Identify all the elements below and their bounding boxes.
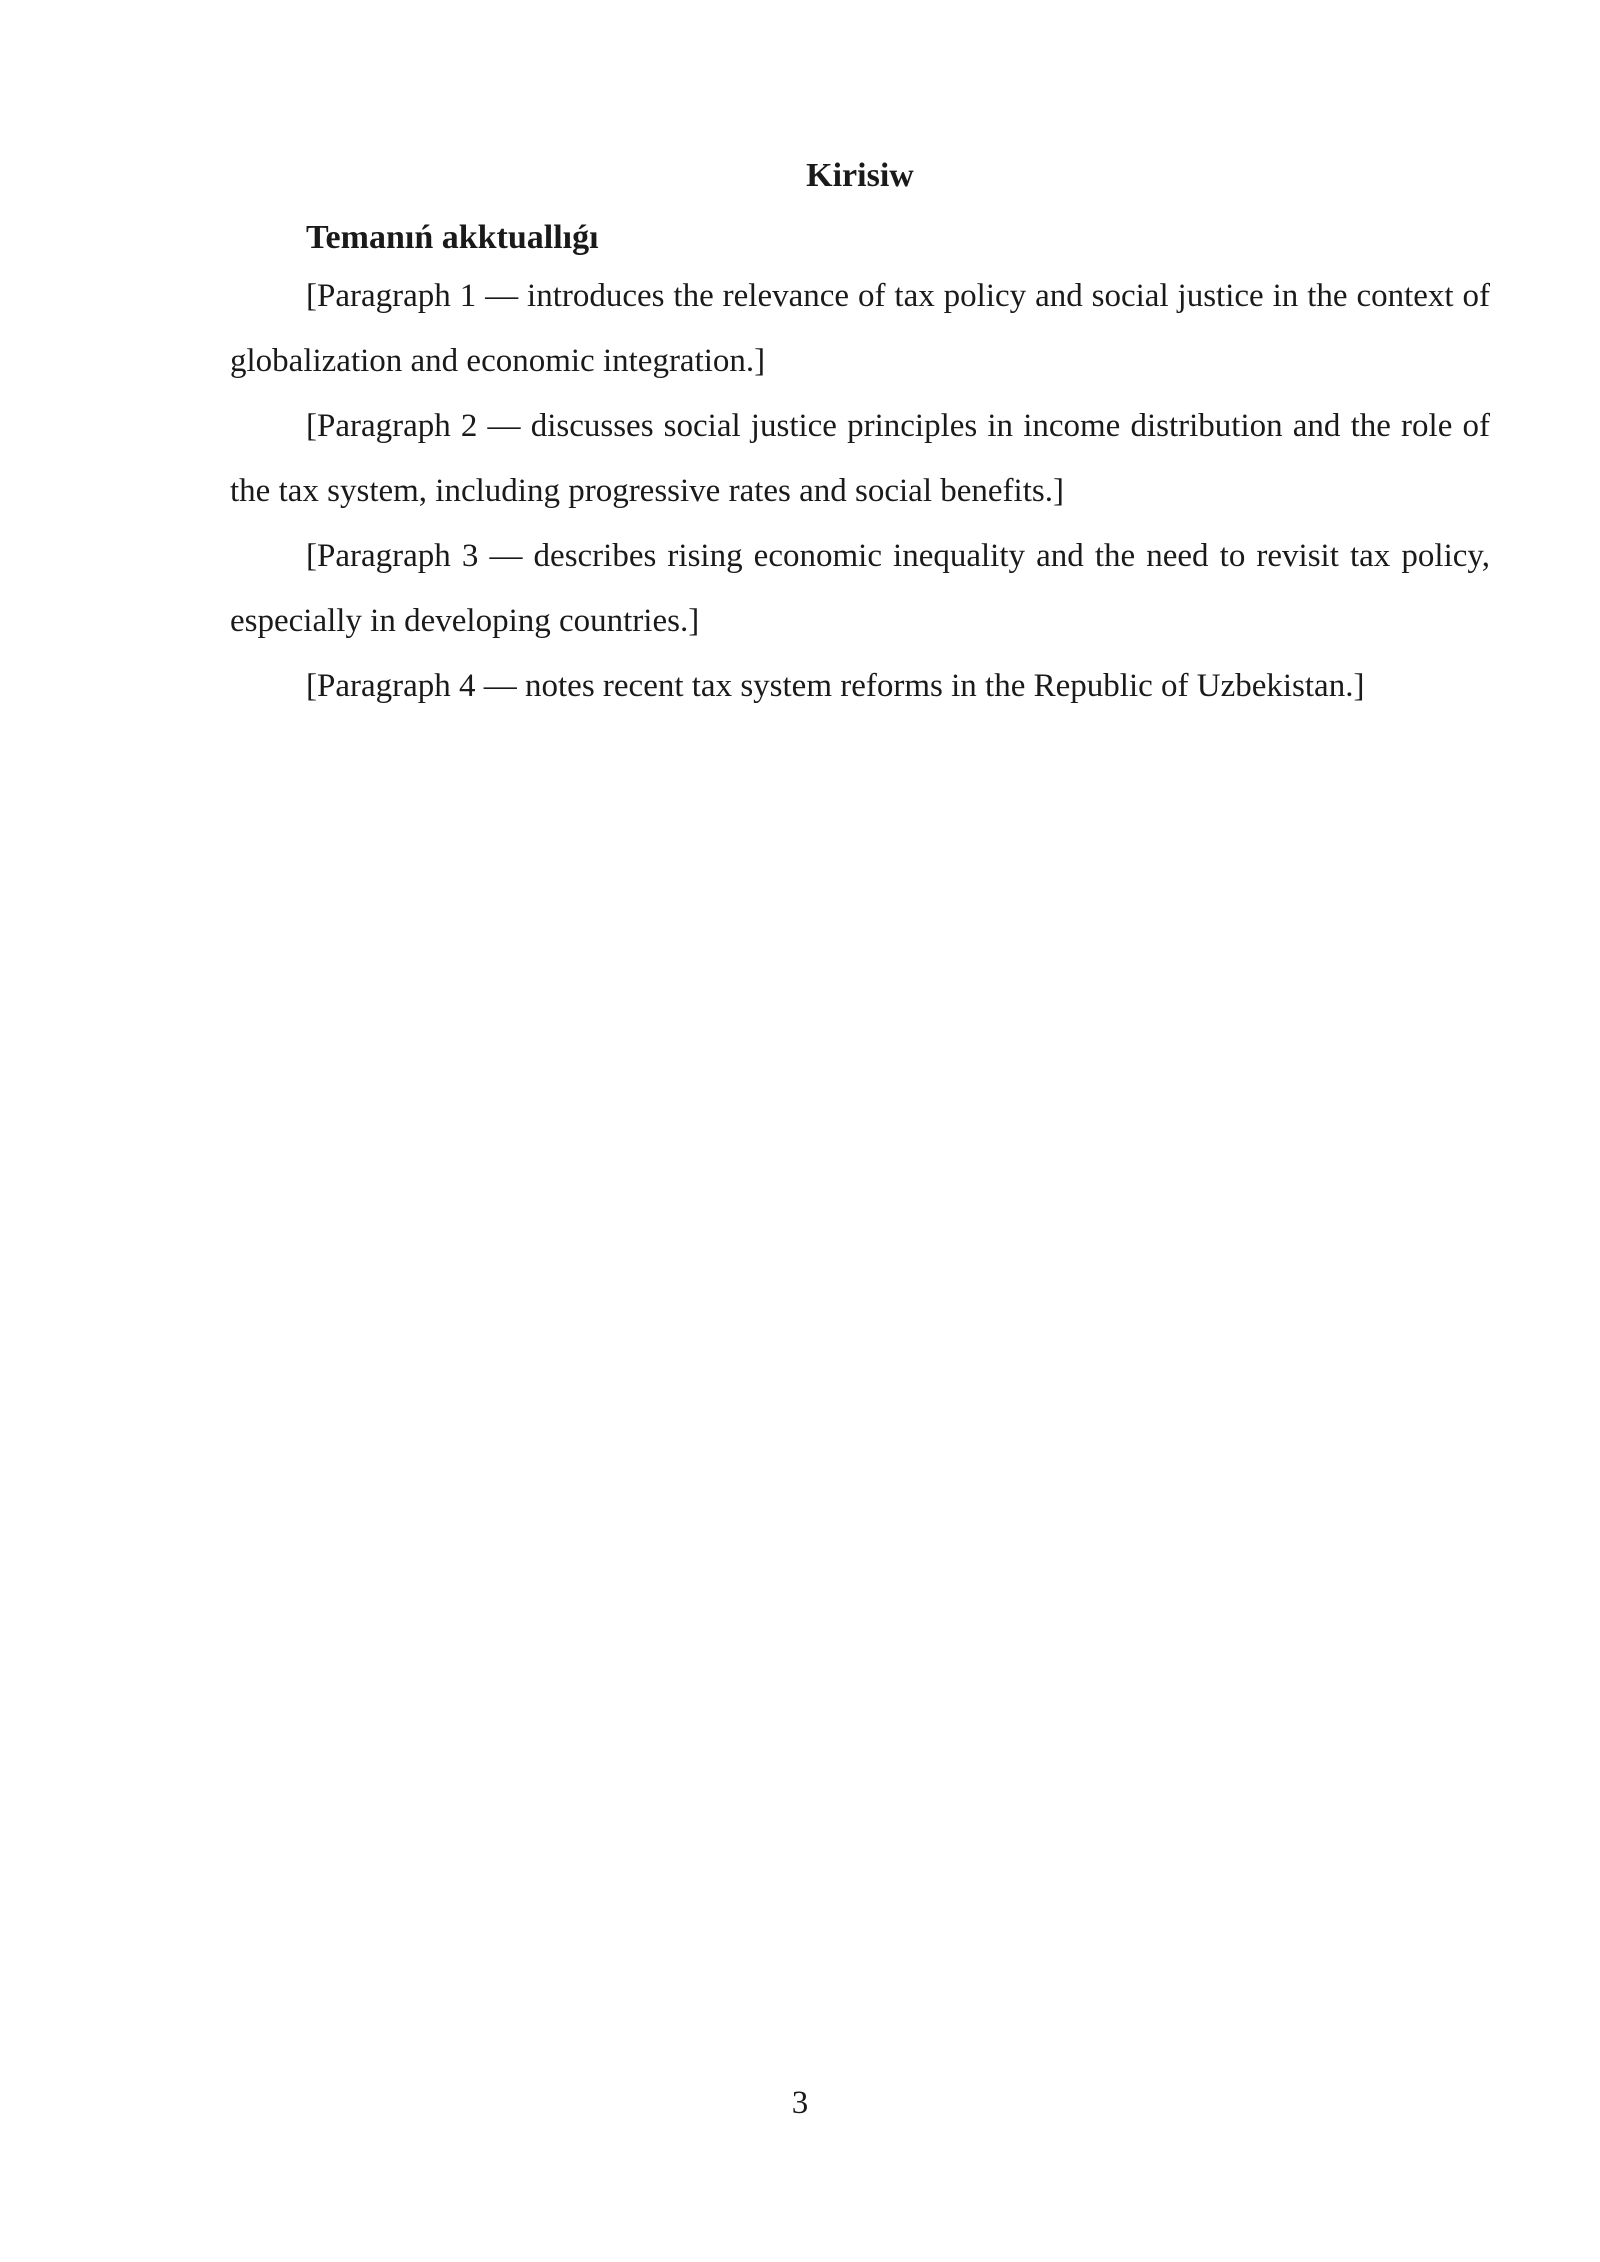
body-paragraph: [Paragraph 2 — discusses social justice principles in income distribution and the role of the tax system, including progressive rates and social benefits.] [230, 408, 1490, 509]
document-page [230, 150, 1490, 719]
section-subheading: Temanıń akktuallıǵı [306, 219, 599, 256]
body-paragraph: [Paragraph 3 — describes rising economic inequality and the need to revisit tax policy, especially in developing countries.] [230, 538, 1490, 639]
page-number: 3 [791, 2085, 809, 2121]
body-paragraph: [Paragraph 1 — introduces the relevance of tax policy and social justice in the context of globalization and economic integration.] [230, 278, 1490, 379]
body-paragraph: [Paragraph 4 — notes recent tax system reforms in the Republic of Uzbekistan.] [306, 668, 1365, 704]
section-heading: Kirisiw [806, 157, 914, 194]
